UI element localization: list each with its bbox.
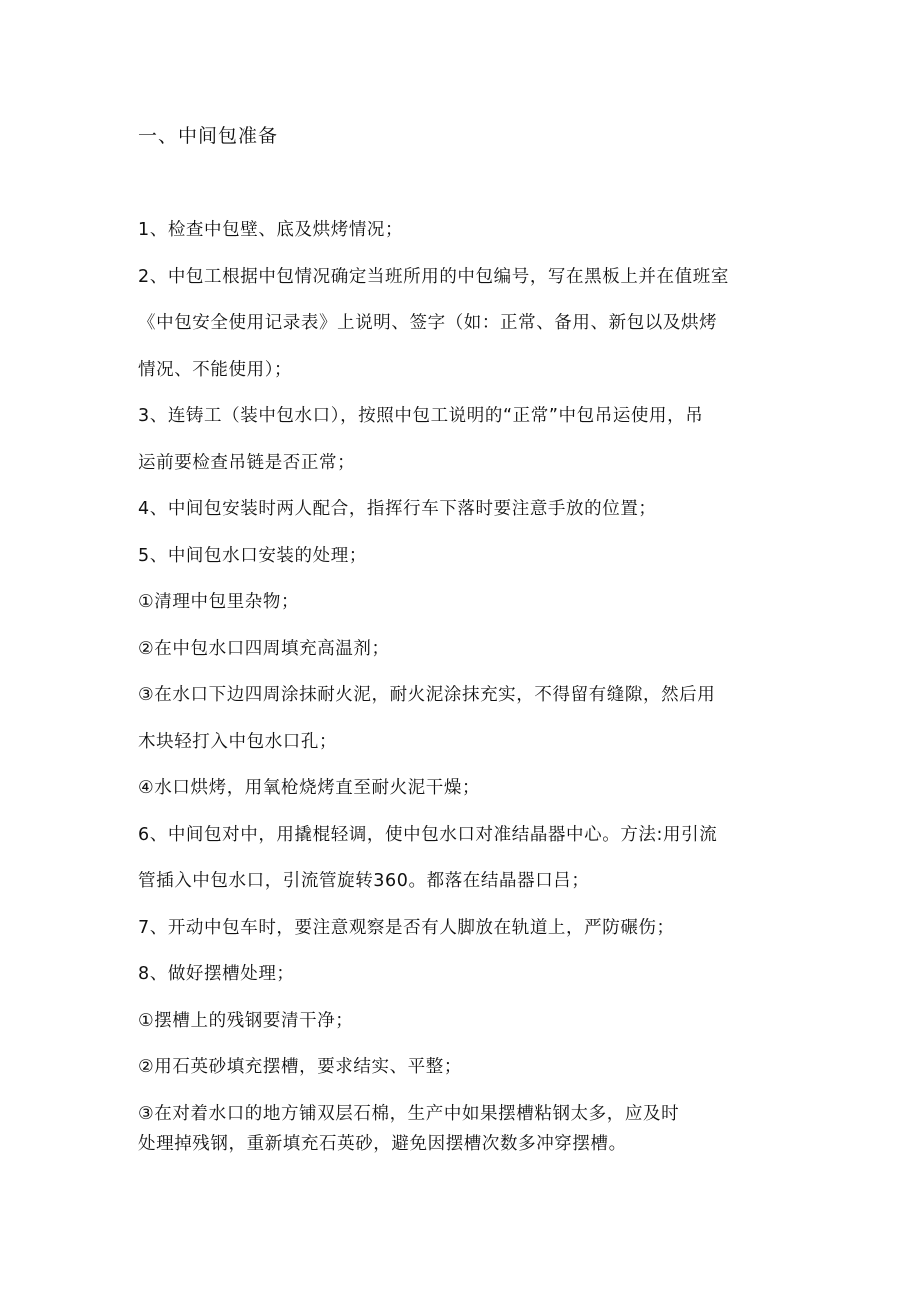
list-item-6-line-2: 管插入中包水口，引流管旋转360。都落在结晶器口吕； (138, 871, 590, 891)
sub-item-5-4: ④水口烘烤，用氧枪烧烤直至耐火泥干燥； (138, 778, 481, 798)
document-body (138, 215, 788, 1175)
list-item-8: 8、做好摆槽处理； (138, 964, 295, 984)
list-item-7: 7、开动中包车时，要注意观察是否有人脚放在轨道上，严防碾伤； (138, 917, 675, 938)
sub-item-8-3-line-2: 处理掉残钢，重新填充石英砂，避免因摆槽次数多冲穿摆槽。 (138, 1133, 627, 1154)
list-item-5: 5、中间包水口安装的处理； (138, 545, 367, 566)
sub-item-8-1: ①摆槽上的残钢要清干净； (138, 1010, 354, 1031)
section-heading: 一、中间包准备 (138, 125, 279, 147)
sub-item-8-3-line-1: ③在对着水口的地方铺双层石棉，生产中如果摆槽粘钢太多，应及时 (138, 1103, 680, 1124)
list-item-2-line-1: 2、中包工根据中包情况确定当班所用的中包编号，写在黑板上并在值班室 (138, 266, 729, 287)
sub-item-5-2: ②在中包水口四周填充高温剂； (138, 638, 390, 659)
list-item-4: 4、中间包安装时两人配合，指挥行车下落时要注意手放的位置； (138, 499, 657, 519)
list-item-2-line-2: 《中包安全使用记录表》上说明、签字（如：正常、备用、新包以及烘烤 (138, 313, 718, 333)
sub-item-8-2: ②用石英砂填充摆槽，要求结实、平整； (138, 1057, 462, 1077)
sub-item-5-3-line-2: 木块轻打入中包水口孔； (138, 731, 338, 752)
list-item-3-line-2: 运前要检查吊链是否正常； (138, 452, 356, 473)
list-item-1: 1、检查中包壁、底及烘烤情况； (138, 220, 404, 240)
list-item-3-line-1: 3、连铸工（装中包水口），按照中包工说明的“正常”中包吊运使用，吊 (138, 406, 704, 426)
list-item-6-line-1: 6、中间包对中，用撬棍轻调，使中包水口对准结晶器中心。方法:用引流 (138, 824, 718, 845)
list-item-2-line-3: 情况、不能使用）； (138, 359, 293, 380)
sub-item-5-1: ①清理中包里杂物； (138, 592, 300, 612)
sub-item-5-3-line-1: ③在水口下边四周涂抹耐火泥，耐火泥涂抹充实，不得留有缝隙，然后用 (138, 685, 716, 705)
